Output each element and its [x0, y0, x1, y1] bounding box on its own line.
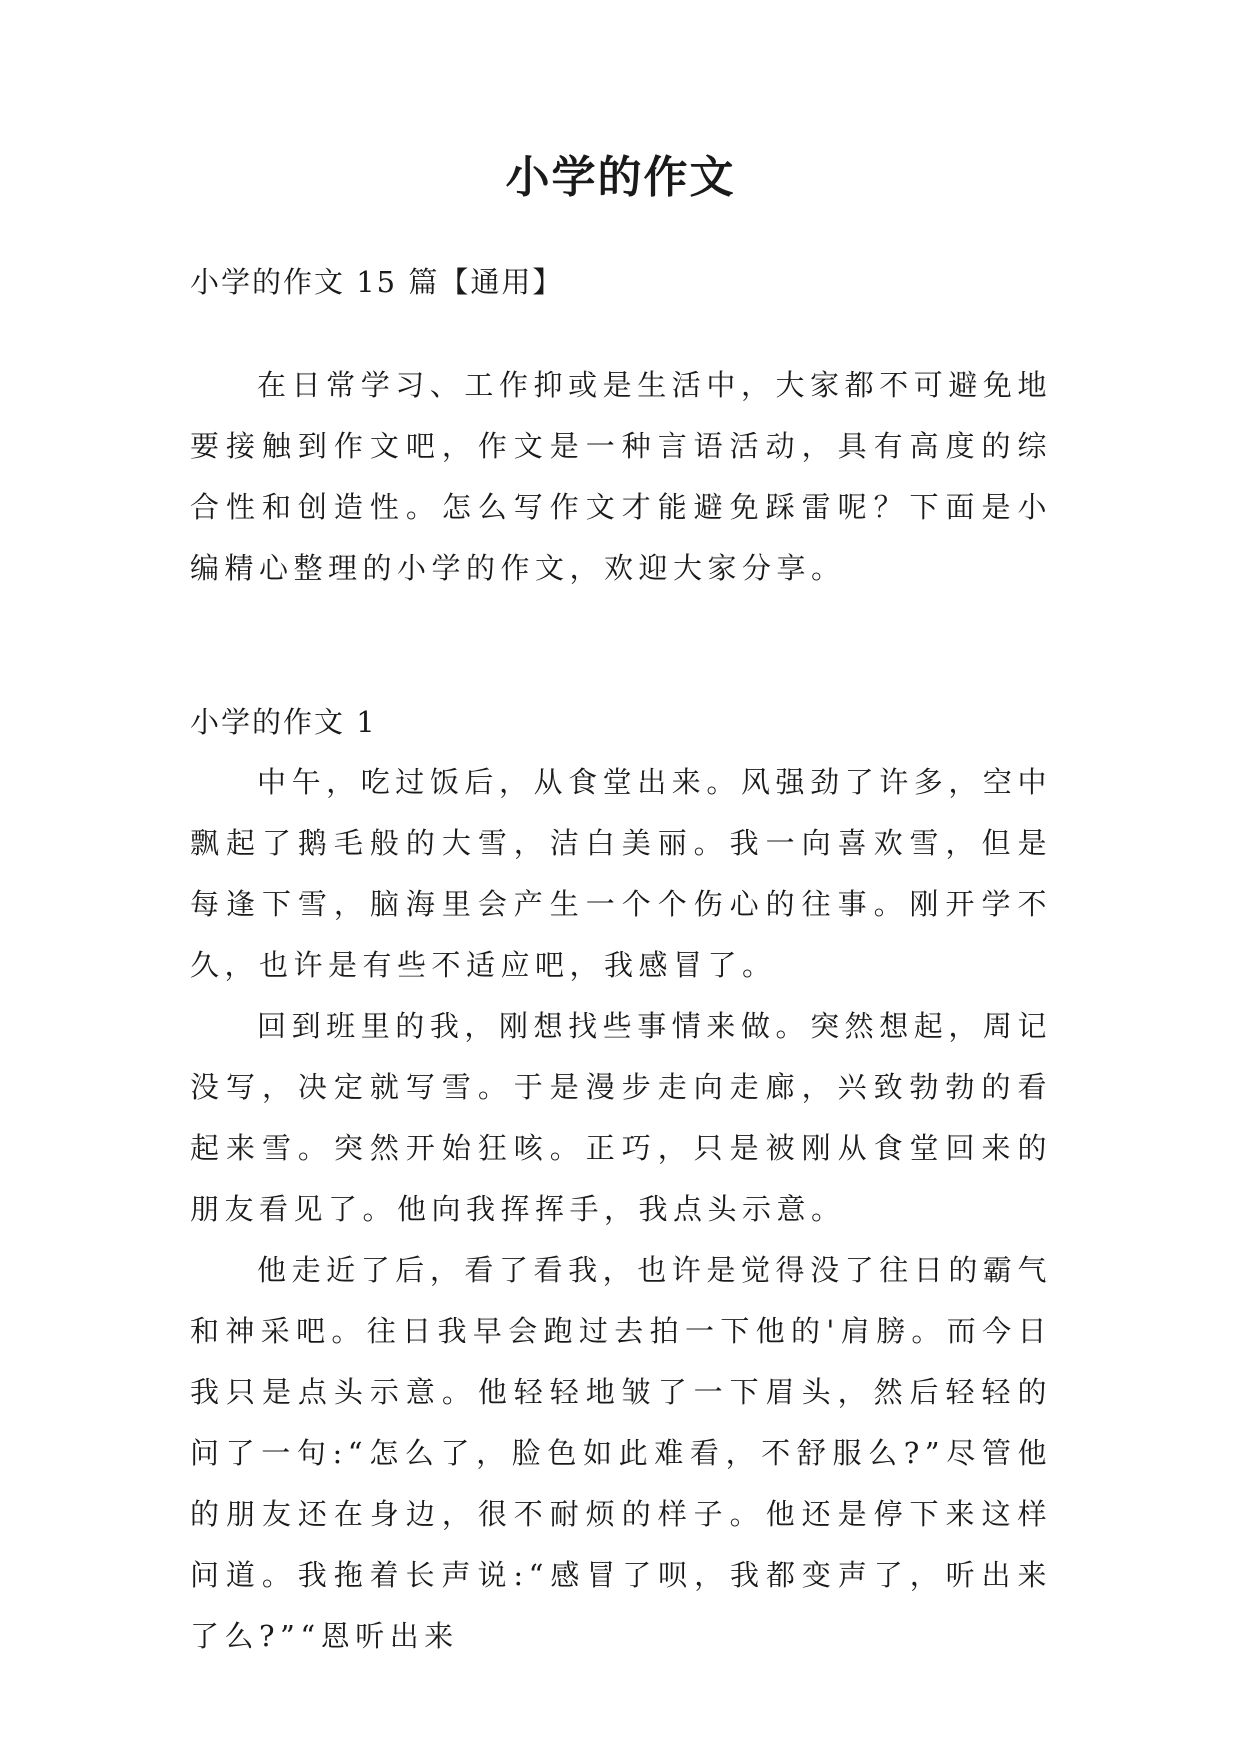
document-title: 小学的作文	[505, 152, 736, 203]
section-body	[190, 752, 1052, 1667]
body-paragraph: 中午，吃过饭后，从食堂出来。风强劲了许多，空中飘起了鹅毛般的大雪，洁白美丽。我一向喜欢雪，但是每逢下雪，脑海里会产生一个个伤心的往事。刚开学不久，也许是有些不适应吧，我感冒了。	[190, 765, 1052, 982]
section-heading: 小学的作文 1	[190, 705, 377, 739]
intro-block	[190, 355, 1052, 599]
body-paragraph: 他走近了后，看了看我，也许是觉得没了往日的霸气和神采吧。往日我早会跑过去拍一下他的'肩膀。而今日我只是点头示意。他轻轻地皱了一下眉头，然后轻轻的问了一句:“怎么了，脸色如此难看，不舒服么?”尽管他的朋友还在身边，很不耐烦的样子。他还是停下来这样问道。我拖着长声说:“感冒了呗，我都变声了，听出来了么?”“恩听出来	[190, 1253, 1052, 1653]
intro-paragraph: 在日常学习、工作抑或是生活中，大家都不可避免地要接触到作文吧，作文是一种言语活动，具有高度的综合性和创造性。怎么写作文才能避免踩雷呢？下面是小编精心整理的小学的作文，欢迎大家分享。	[190, 368, 1052, 585]
body-paragraph: 回到班里的我，刚想找些事情来做。突然想起，周记没写，决定就写雪。于是漫步走向走廊，兴致勃勃的看起来雪。突然开始狂咳。正巧，只是被刚从食堂回来的朋友看见了。他向我挥挥手，我点头示意。	[190, 1009, 1052, 1226]
document-subtitle: 小学的作文 15 篇【通用】	[190, 265, 564, 299]
